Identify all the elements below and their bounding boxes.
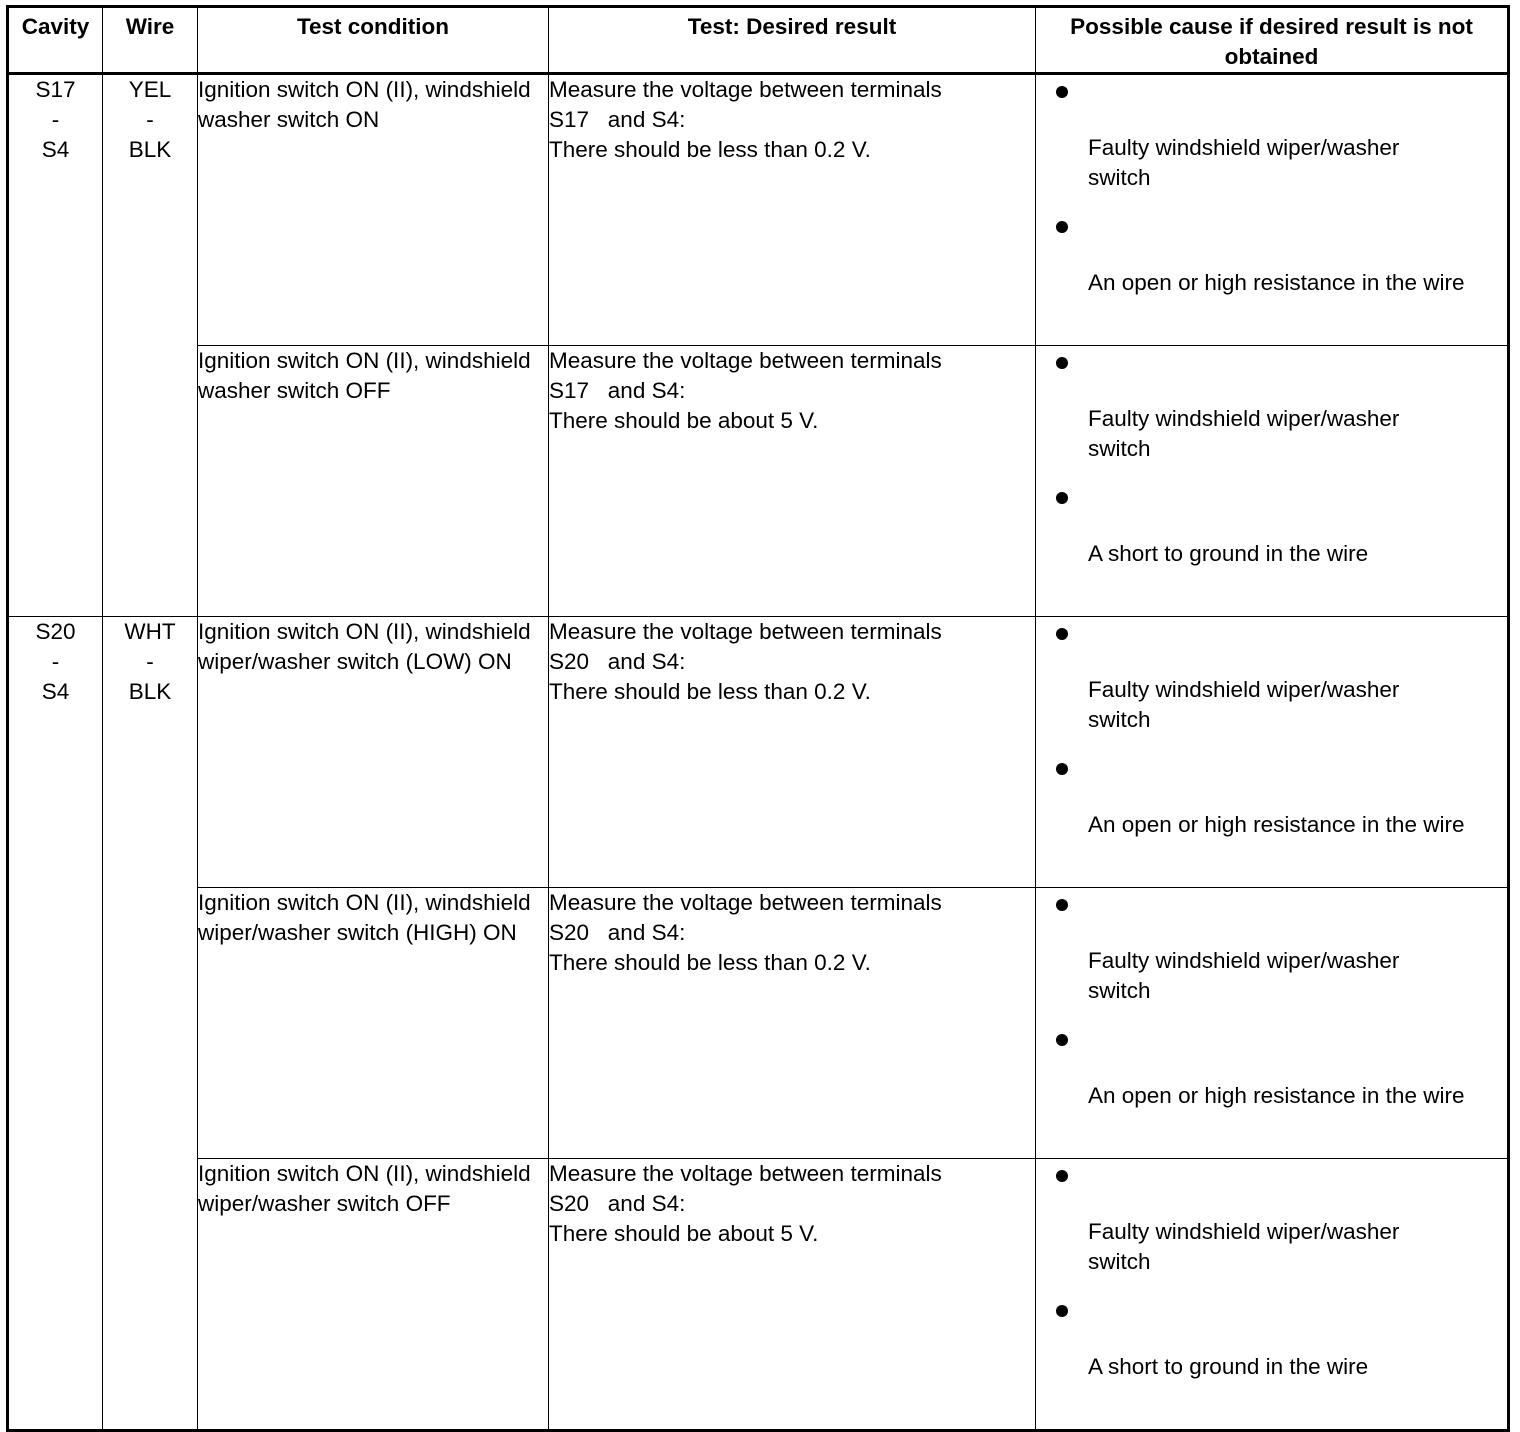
result-line: S17 and S4: (549, 107, 686, 132)
bullet-icon (1056, 763, 1068, 775)
cause-item (1036, 888, 1507, 1023)
result-line: There should be less than 0.2 V. (549, 679, 871, 704)
cavity-cell (8, 617, 103, 1431)
cause-item (1036, 481, 1507, 616)
cavity-cell (8, 74, 103, 617)
possible-cause-cell (1036, 888, 1509, 1159)
result-line: There should be less than 0.2 V. (549, 950, 871, 975)
header-wire: Wire (103, 7, 198, 74)
desired-result-cell (549, 888, 1036, 1159)
table-row (8, 74, 1509, 346)
header-possible-cause: Possible cause if desired result is not obtained (1036, 7, 1509, 74)
table-row (8, 1159, 1509, 1431)
bullet-icon (1056, 357, 1068, 369)
cause-text: An open or high resistance in the wire (1088, 270, 1465, 295)
cause-text: An open or high resistance in the wire (1088, 1083, 1465, 1108)
bullet-icon (1056, 628, 1068, 640)
bullet-icon (1056, 899, 1068, 911)
cavity-separator: - (51, 107, 60, 132)
result-line: There should be about 5 V. (549, 408, 819, 433)
bullet-icon (1056, 86, 1068, 98)
result-line: There should be about 5 V. (549, 1221, 819, 1246)
cause-item (1036, 1023, 1507, 1158)
cavity-terminal-a: S20 (35, 619, 76, 644)
cause-text: Faulty windshield wiper/washer switch (1088, 1219, 1400, 1274)
wire-color-b: BLK (128, 137, 172, 162)
possible-cause-cell (1036, 617, 1509, 888)
desired-result-cell (549, 346, 1036, 617)
cause-text: Faulty windshield wiper/washer switch (1088, 406, 1400, 461)
result-line: Measure the voltage between terminals (549, 1161, 942, 1186)
wire-cell (103, 74, 198, 617)
cavity-terminal-b: S4 (41, 679, 70, 704)
result-line: Measure the voltage between terminals (549, 77, 942, 102)
bullet-icon (1056, 221, 1068, 233)
header-cavity: Cavity (8, 7, 103, 74)
cavity-terminal-a: S17 (35, 77, 76, 102)
desired-result-cell (549, 74, 1036, 346)
cause-item (1036, 1294, 1507, 1429)
wire-cell (103, 617, 198, 1431)
cavity-separator: - (51, 649, 60, 674)
table-row (8, 346, 1509, 617)
wire-separator: - (146, 649, 154, 674)
cause-text: Faulty windshield wiper/washer switch (1088, 948, 1400, 1003)
cause-text: Faulty windshield wiper/washer switch (1088, 677, 1400, 732)
cause-item (1036, 1159, 1507, 1294)
header-row (8, 7, 1509, 74)
test-condition-cell: Ignition switch ON (II), windshield washer switch ON (198, 74, 549, 346)
cause-text: An open or high resistance in the wire (1088, 812, 1465, 837)
result-line: Measure the voltage between terminals (549, 890, 942, 915)
cause-item (1036, 752, 1507, 887)
cause-item (1036, 617, 1507, 752)
header-test-condition: Test condition (198, 7, 549, 74)
possible-cause-cell (1036, 1159, 1509, 1431)
test-condition-cell: Ignition switch ON (II), windshield washer switch OFF (198, 346, 549, 617)
test-condition-cell: Ignition switch ON (II), windshield wiper/washer switch (LOW) ON (198, 617, 549, 888)
result-line: S17 and S4: (549, 378, 686, 403)
result-line: S20 and S4: (549, 920, 686, 945)
bullet-icon (1056, 1305, 1068, 1317)
test-condition-cell: Ignition switch ON (II), windshield wiper/washer switch OFF (198, 1159, 549, 1431)
possible-cause-cell (1036, 74, 1509, 346)
table-row (8, 617, 1509, 888)
wire-color-a: YEL (128, 77, 172, 102)
cause-item (1036, 75, 1507, 210)
diagnostic-table (6, 5, 1510, 1432)
cause-item (1036, 210, 1507, 345)
cause-text: A short to ground in the wire (1088, 541, 1369, 566)
cause-text: Faulty windshield wiper/washer switch (1088, 135, 1400, 190)
bullet-icon (1056, 1170, 1068, 1182)
result-line: Measure the voltage between terminals (549, 348, 942, 373)
cause-item (1036, 346, 1507, 481)
cavity-terminal-b: S4 (41, 137, 70, 162)
cause-text: A short to ground in the wire (1088, 1354, 1369, 1379)
desired-result-cell (549, 1159, 1036, 1431)
wire-color-a: WHT (124, 619, 176, 644)
desired-result-cell (549, 617, 1036, 888)
header-desired-result: Test: Desired result (549, 7, 1036, 74)
result-line: Measure the voltage between terminals (549, 619, 942, 644)
test-condition-cell: Ignition switch ON (II), windshield wiper/washer switch (HIGH) ON (198, 888, 549, 1159)
table-row (8, 888, 1509, 1159)
result-line: S20 and S4: (549, 649, 686, 674)
bullet-icon (1056, 1034, 1068, 1046)
wire-color-b: BLK (128, 679, 172, 704)
wire-separator: - (146, 107, 154, 132)
bullet-icon (1056, 492, 1068, 504)
result-line: S20 and S4: (549, 1191, 686, 1216)
result-line: There should be less than 0.2 V. (549, 137, 871, 162)
possible-cause-cell (1036, 346, 1509, 617)
